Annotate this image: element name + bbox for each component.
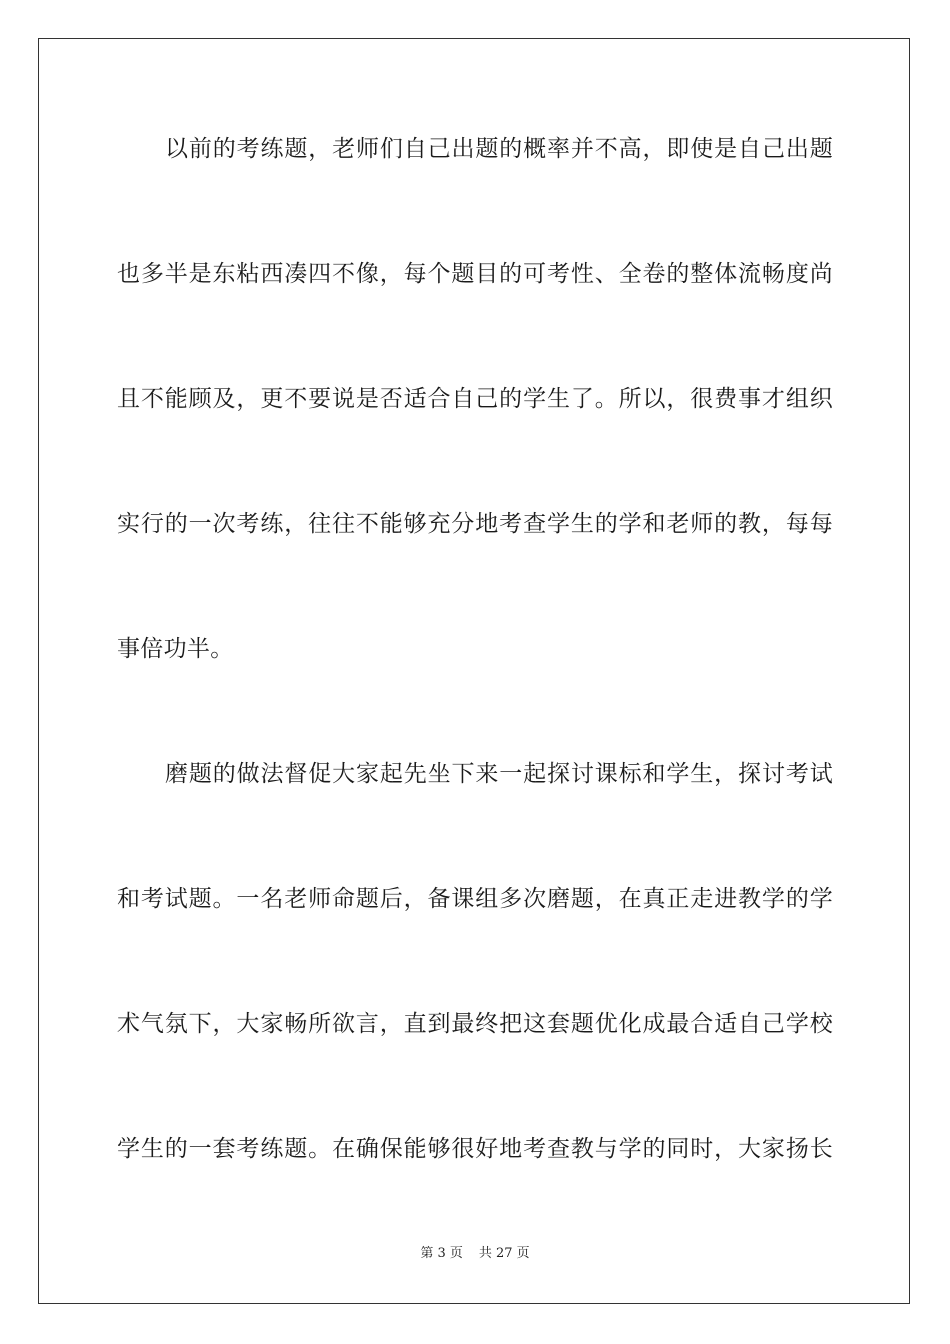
- paragraph-1-line-5: 事倍功半。: [117, 636, 234, 662]
- paragraph-1-line-4: 实行的一次考练，往往不能够充分地考查学生的学和老师的教，每每: [117, 511, 833, 537]
- page-number: 第 3 页: [420, 1246, 463, 1261]
- paragraph-2-line-1: 磨题的做法督促大家起先坐下来一起探讨课标和学生，探讨考试: [165, 761, 833, 787]
- paragraph-1-line-1: 以前的考练题，老师们自己出题的概率并不高，即使是自己出题: [165, 136, 833, 162]
- paragraph-1-line-2: 也多半是东粘西凑四不像，每个题目的可考性、全卷的整体流畅度尚: [117, 261, 833, 287]
- total-pages: 共 27 页: [478, 1246, 530, 1261]
- page-footer: [0, 1246, 950, 1262]
- page-border: [38, 38, 910, 1304]
- paragraph-2-line-2: 和考试题。一名老师命题后，备课组多次磨题，在真正走进教学的学: [117, 886, 833, 912]
- paragraph-2-line-4: 学生的一套考练题。在确保能够很好地考查教与学的同时，大家扬长: [117, 1136, 833, 1162]
- paragraph-1-line-3: 且不能顾及，更不要说是否适合自己的学生了。所以，很费事才组织: [117, 386, 833, 412]
- paragraph-2-line-3: 术气氛下，大家畅所欲言，直到最终把这套题优化成最合适自己学校: [117, 1011, 833, 1037]
